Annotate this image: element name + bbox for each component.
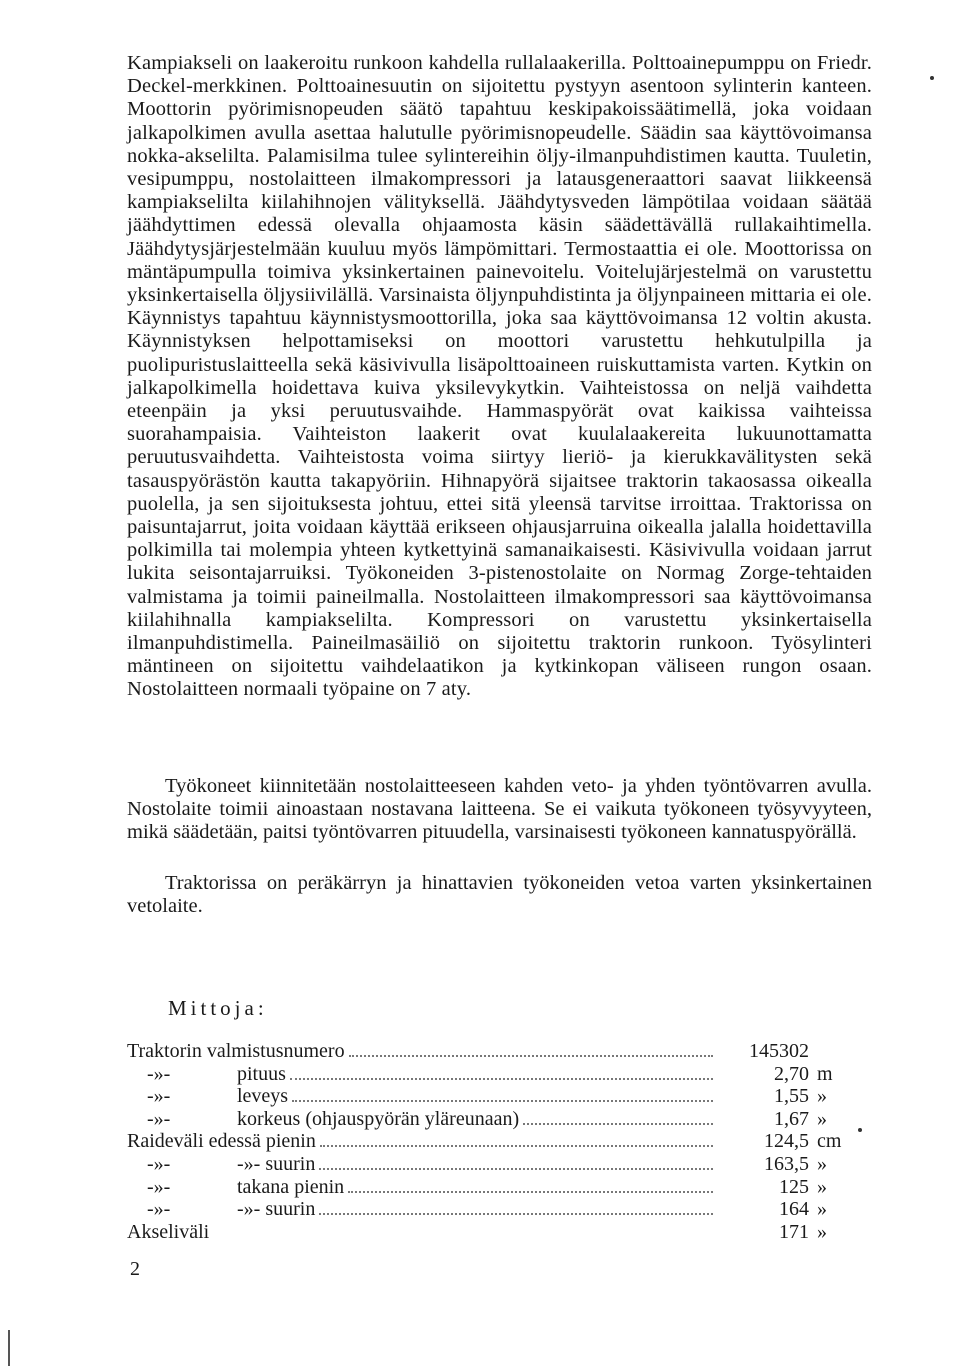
spec-value: 125 (779, 1175, 809, 1198)
spec-prefix: -»- (147, 1107, 171, 1130)
spec-label: leveys (237, 1085, 289, 1108)
scan-mark (8, 1330, 10, 1366)
dot-leader (292, 1100, 713, 1102)
spec-unit: m (817, 1062, 833, 1085)
implement-attachment-paragraph: Työkoneet kiinnitetään nostolaitteeseen kahden veto- ja yhden työntövarren avulla. Nostolaite toimii ainoastaan nostavana laitteena. Se ei vaikuta työkoneen työsyvyyteen, mikä säädetään, paitsi työntövarren pituudella, varsinaisesti työkoneen kannatuspyörällä. (127, 775, 872, 844)
page-number: 2 (130, 1258, 140, 1280)
spec-value: 163,5 (764, 1152, 809, 1175)
spec-unit: cm (817, 1130, 842, 1153)
spec-row-width (127, 1085, 867, 1108)
margin-speck (858, 1128, 862, 1132)
spec-label: takana pienin (237, 1175, 345, 1198)
dot-leader (319, 1168, 713, 1170)
spec-label: valmistusnumero (206, 1040, 345, 1062)
spec-unit: » (817, 1107, 827, 1130)
spec-unit: » (817, 1220, 827, 1243)
spec-prefix: -»- (147, 1198, 171, 1221)
spec-prefix: -»- (147, 1175, 171, 1198)
spec-label: -»- suurin (237, 1198, 316, 1221)
dot-leader (320, 1145, 713, 1147)
spec-value: 124,5 (764, 1130, 809, 1153)
towing-device-paragraph: Traktorissa on peräkärryn ja hinattavien työkoneiden vetoa varten yksinkertainen vetolaite. (127, 872, 872, 918)
dot-leader (523, 1123, 713, 1125)
spec-value: 171 (779, 1220, 809, 1243)
spec-label: pituus (237, 1062, 286, 1085)
spec-row-front-track-min (127, 1130, 867, 1153)
spec-value: 164 (779, 1198, 809, 1221)
spec-unit: » (817, 1175, 827, 1198)
spec-unit: » (817, 1198, 827, 1221)
spec-row-rear-track-max (127, 1198, 867, 1221)
dot-leader (319, 1213, 713, 1215)
spec-row-height (127, 1108, 867, 1131)
spec-prefix: -»- (147, 1062, 171, 1085)
spec-prefix: -»- (147, 1152, 171, 1175)
spec-label: edessä pienin (208, 1130, 316, 1153)
dot-leader (290, 1078, 713, 1080)
spec-row-wheelbase (127, 1221, 867, 1244)
spec-row-rear-track-min (127, 1176, 867, 1199)
spec-prefix: Akseliväli (127, 1220, 210, 1243)
spec-value: 145302 (749, 1040, 809, 1062)
spec-prefix: -»- (147, 1085, 171, 1108)
spec-unit: » (817, 1152, 827, 1175)
margin-speck (930, 76, 934, 80)
tractor-description-paragraph: Kampiakseli on laakeroitu runkoon kahdella rullalaakerilla. Polttoainepumppu on Friedr. Deckel-merkkinen. Polttoainesuutin on sijoitettu pystyyn asentoon sylinterin kanteen. Moottorin pyörimisnopeuden säätö tapahtuu keskipakoissäätimellä, joka voidaan jalkapolkimen avulla asettaa halutulle pyörimisnopeudelle. Säädin saa käyttövoimansa nokka-akselilta. Palamisilma tulee sylintereihin öljy-ilmanpuhdistimen kautta. Tuuletin, vesipumppu, nostolaitteen ilmakompressori ja latausgeneraattori saavat liikkeensä kampiakselilta kiilahihnojen välityksellä. Jäähdytysveden lämpötilaa voidaan säätää jäähdyttimen edessä olevalla ohjaamosta käsin säädettävällä rullakaihtimella. Jäähdytysjärjestelmään kuuluu myös lämpömittari. Termostaattia ei ole. Moottorissa on mäntäpumpulla toimiva yksinkertainen painevoitelu. Voitelujärjestelmä on varustettu yksinkertaisella öljysiivilällä. Varsinaista öljynpuhdistinta ja öljynpaineen mittaria ei ole. Käynnistys tapahtuu käynnistysmoottorilla, joka saa käyttövoimansa 12 voltin akusta. Käynnistyksen helpottamiseksi on moottori varustettu hehkutulpilla ja puolipuristuslaitteella sekä käsivivulla lisäpolttoaineen ruiskuttamista varten. Kytkin on jalkapolkimella hoidettava kuiva yksilevykytkin. Vaihteistossa on neljä vaihdetta eteenpäin ja yksi peruutusvaihde. Hammaspyörät ovat kaikissa vaihteissa suorahampaisia. Vaihteiston laakerit ovat kuulalaakereita lukuunottamatta peruutusvaihdetta. Vaihteistosta voima siirtyy lieriö- ja kierukkavälitysten sekä tasauspyörästön kautta takapyöriin. Hihnapyörä sijaitsee traktorin takaosassa oikealla puolella, ja sen sijoituksesta johtuu, ettei sitä yleensä tarvitse irroittaa. Traktorissa on paisuntajarrut, joita voidaan käyttää erikseen ohjausjarruina oikealla jalalla hoidettavilla polkimilla tai molempia yhteen kytkettyinä samanaikaisesti. Käsivivulla voidaan jarrut lukita seisontajarruiksi. Työkoneiden 3-pistenostolaite on Normag Zorge-tehtaiden valmistama ja toimii paineilmalla. Nostolaitteen ilmakompressori saa käyttövoimansa kiilahihnalla kampiakselilta. Kompressori on varustettu yksinkertaisella ilmanpuhdistimella. Paineilmasäiliö on sijoitettu traktorin runkoon. Työsylinteri mäntineen on sijoitettu vaihdelaatikon ja kytkinkopan väliseen rungon osaan. Nostolaitteen normaali työpaine on 7 aty. (127, 52, 872, 701)
spec-prefix: Raideväli (127, 1130, 204, 1153)
dimensions-heading: Mittoja: (168, 996, 268, 1020)
spec-label: korkeus (ohjauspyörän yläreunaan) (237, 1107, 520, 1130)
spec-prefix: Traktorin (127, 1040, 202, 1062)
spec-label: -»- suurin (237, 1152, 316, 1175)
dot-leader (213, 1236, 713, 1238)
spec-unit: » (817, 1085, 827, 1108)
dot-leader (349, 1055, 713, 1057)
spec-row-front-track-max (127, 1153, 867, 1176)
dot-leader (348, 1191, 713, 1193)
spec-value: 1,55 (774, 1085, 809, 1108)
spec-row-serial-number (127, 1040, 867, 1063)
dimensions-table (127, 1040, 867, 1243)
spec-value: 2,70 (774, 1062, 809, 1085)
spec-value: 1,67 (774, 1107, 809, 1130)
spec-row-length (127, 1063, 867, 1086)
